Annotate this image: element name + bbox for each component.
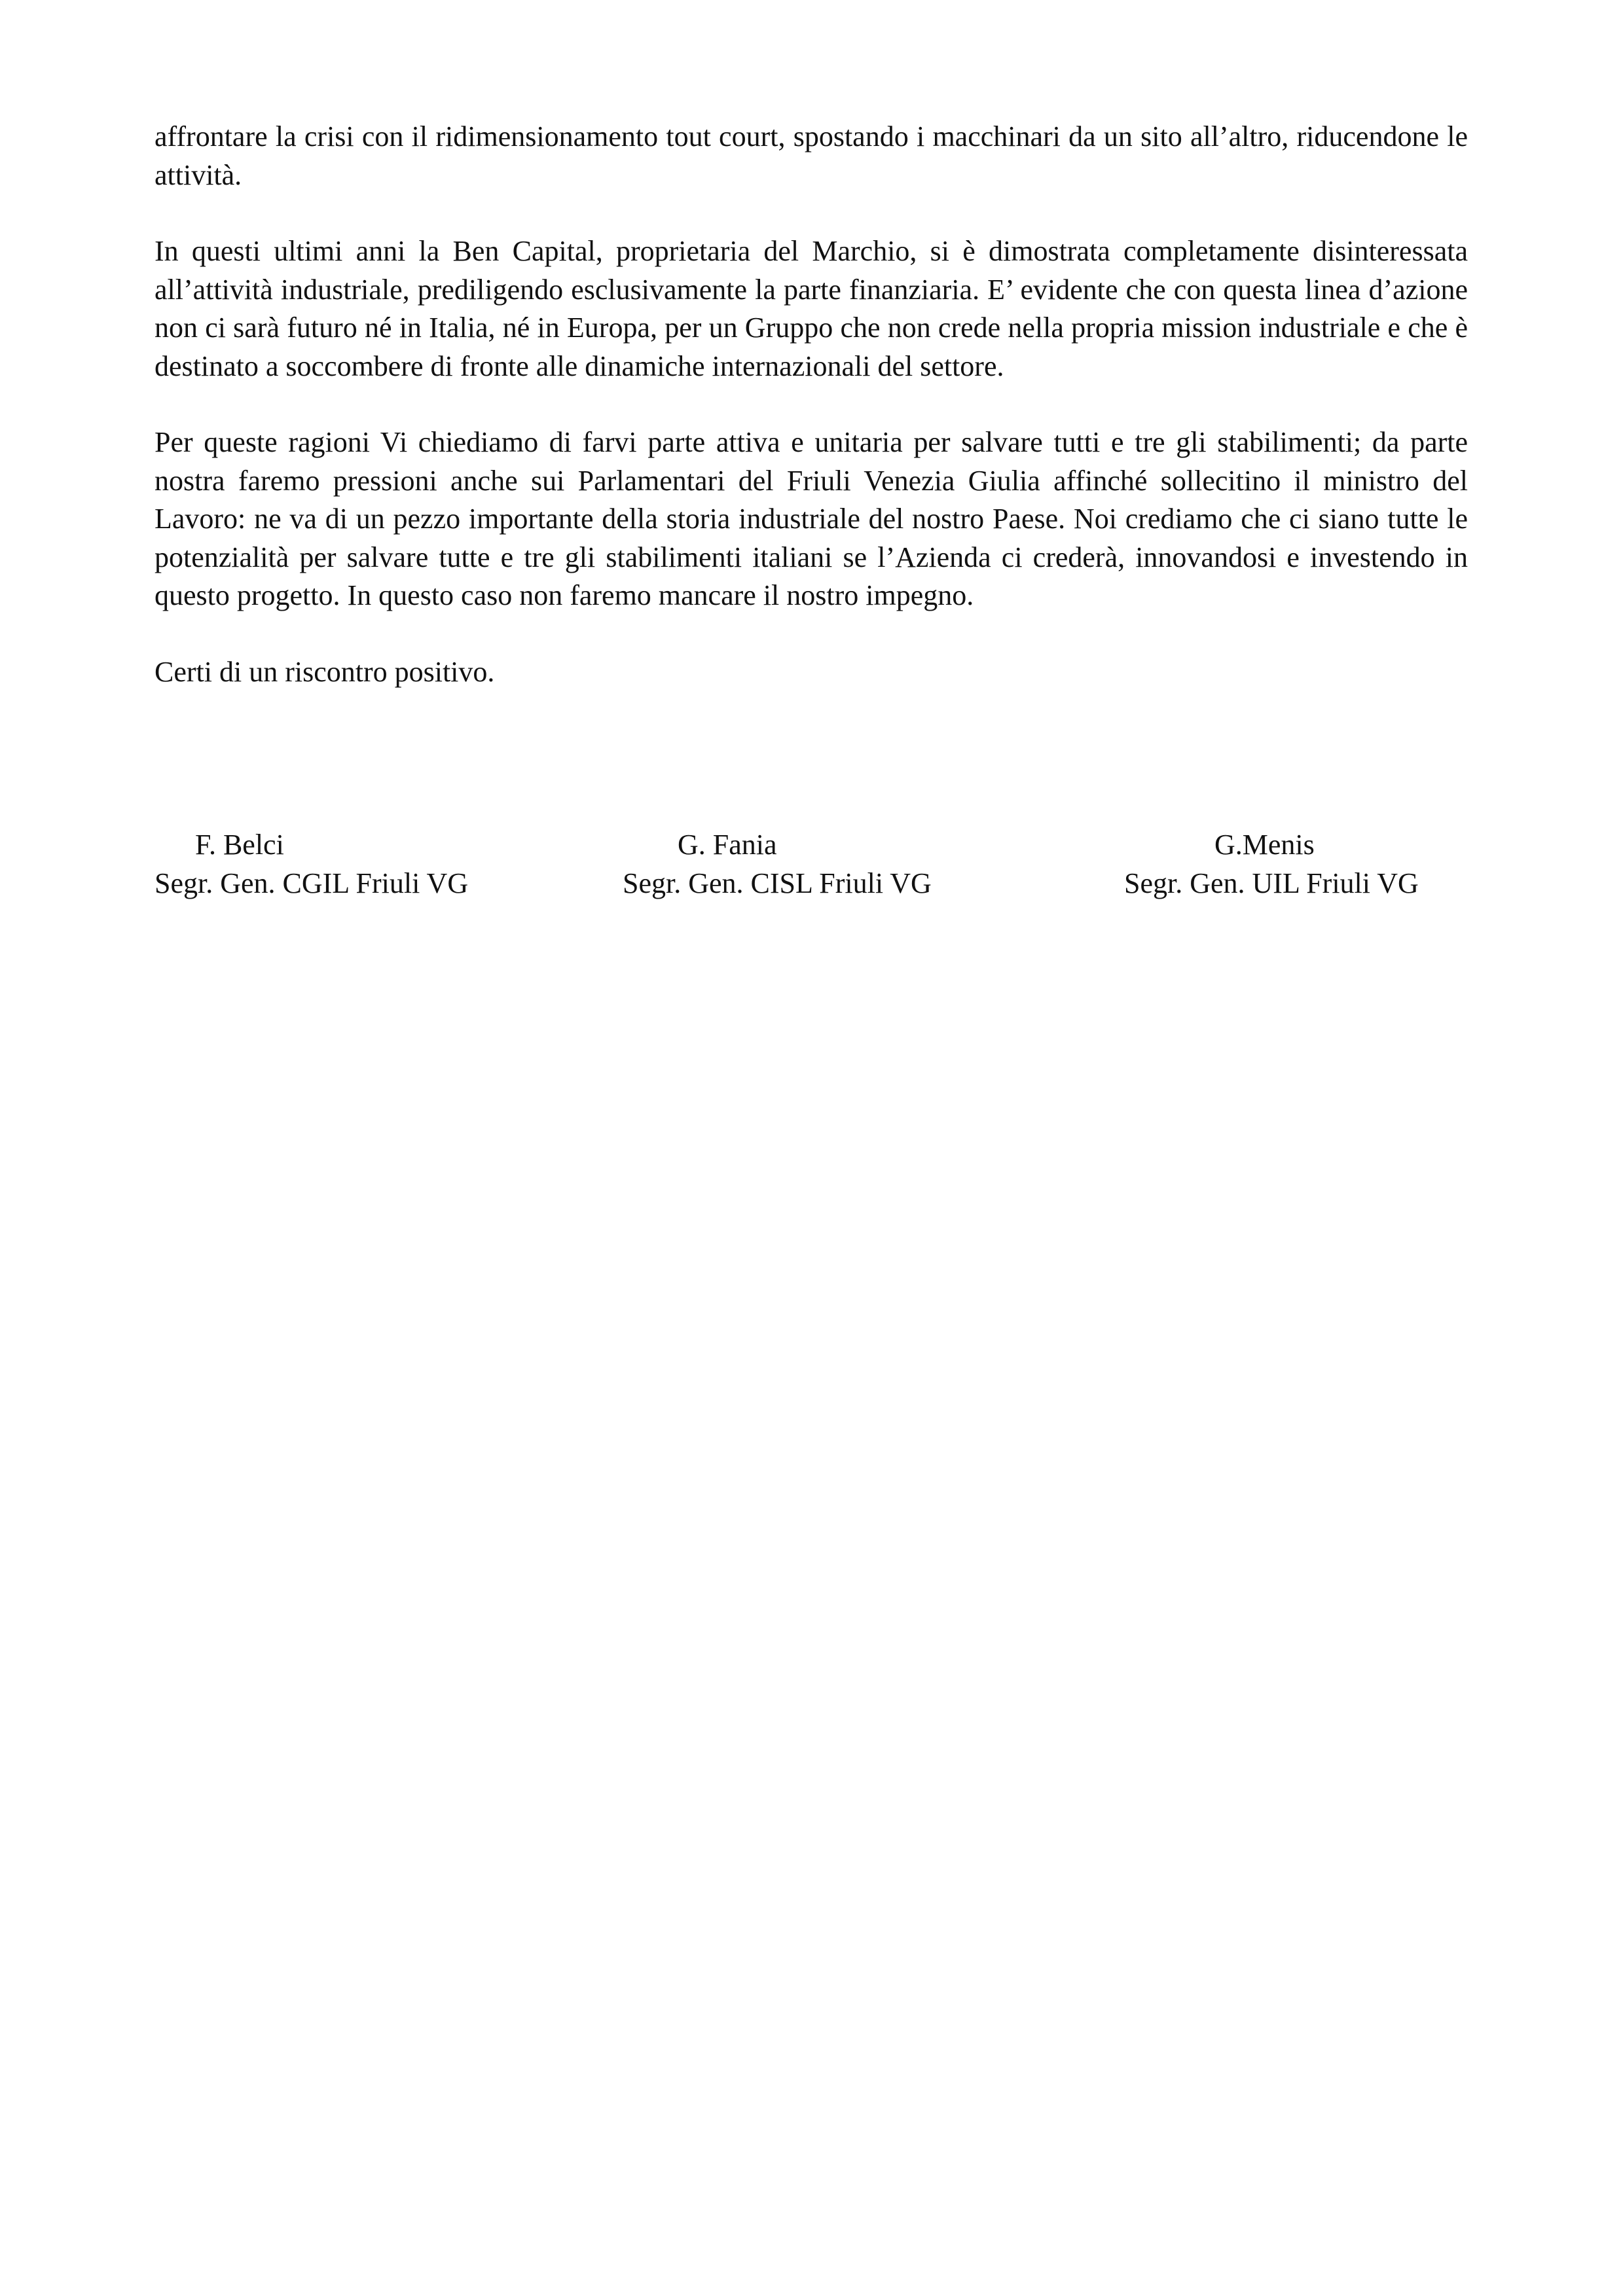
signature-uil: [1124, 826, 1419, 903]
signature-name: G.Menis: [1214, 829, 1315, 861]
signature-role: Segr. Gen. CISL Friuli VG: [623, 867, 932, 899]
paragraph-closing: Certi di un riscontro positivo.: [155, 655, 495, 688]
signature-cisl: [623, 826, 932, 903]
paragraph-request: Per queste ragioni Vi chiediamo di farvi parte attiva e unitaria per salvare tutti e tre gli stabilimenti; da parte nostra faremo pressioni anche sui Parlamentari del Friuli Venezia Giulia affinché sollecitino il ministro del Lavoro: ne va di un pezzo importante della storia industriale del nostro Paese. Noi crediamo che ci siano tutte le potenzialità per salvare tutte e tre gli stabilimenti italiani se l’Azienda ci crederà, innovandosi e investendo in questo progetto. In questo caso non faremo mancare il nostro impegno.: [155, 426, 1468, 611]
signature-cgil: [155, 826, 468, 903]
signature-role: Segr. Gen. UIL Friuli VG: [1124, 867, 1419, 899]
signature-role: Segr. Gen. CGIL Friuli VG: [155, 867, 469, 899]
paragraph-ben-capital: In questi ultimi anni la Ben Capital, proprietaria del Marchio, si è dimostrata completamente disinteressata all’attività industriale, prediligendo esclusivamente la parte finanziaria. E’ evidente che con questa linea d’azione non ci sarà futuro né in Italia, né in Europa, per un Gruppo che non crede nella propria mission industriale e che è destinato a soccombere di fronte alle dinamiche internazionali del settore.: [155, 235, 1468, 382]
signature-name: F. Belci: [195, 829, 284, 861]
letter-body: [155, 118, 1468, 729]
signature-name: G. Fania: [678, 829, 777, 861]
paragraph-crisis: affrontare la crisi con il ridimensionamento tout court, spostando i macchinari da un sito all’altro, riducendone le attività.: [155, 120, 1468, 191]
